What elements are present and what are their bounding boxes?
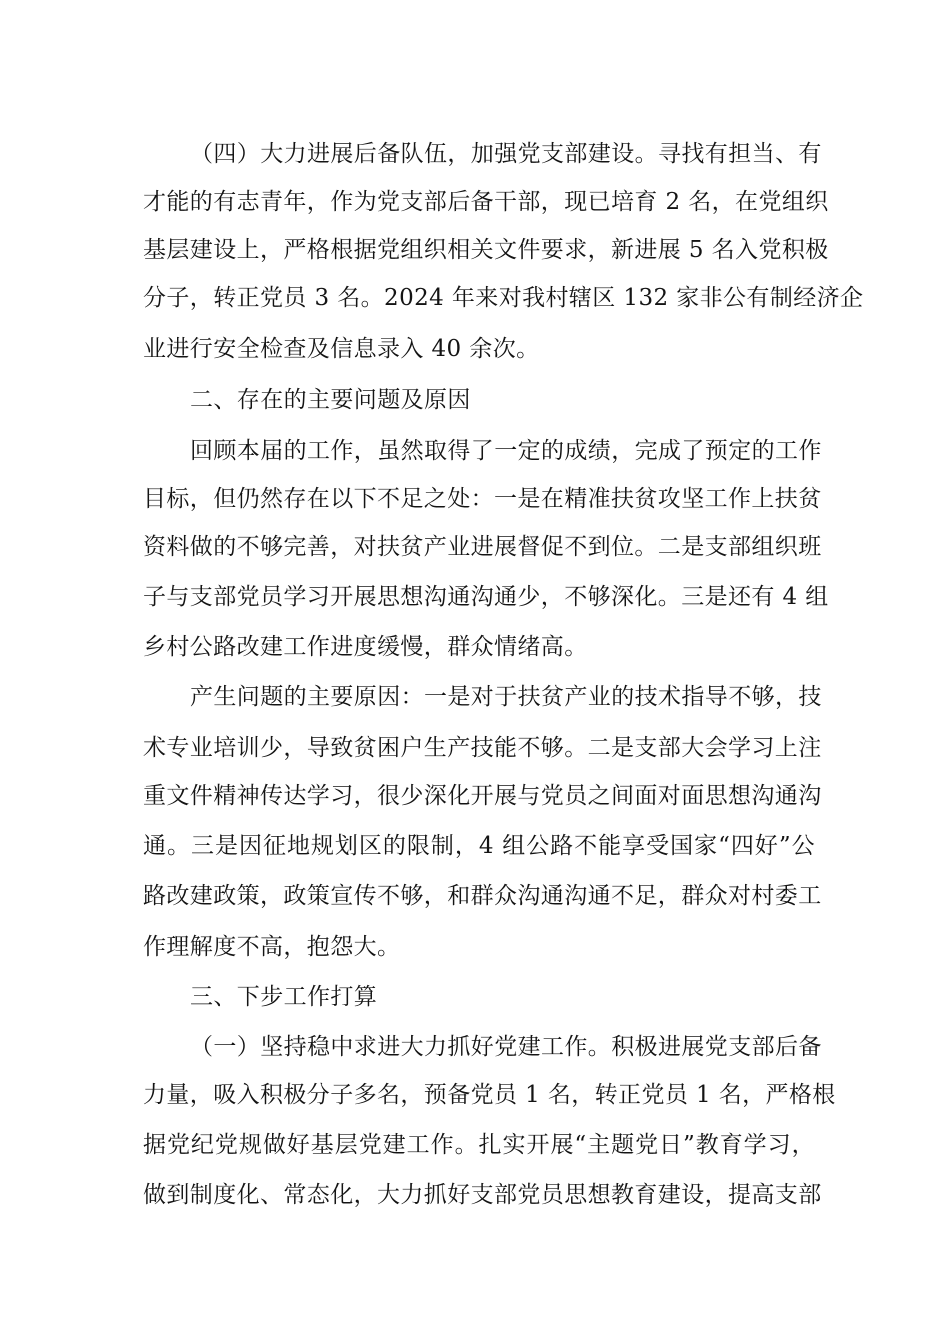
- paragraph-line: 回顾本届的工作，虽然取得了一定的成绩，完成了预定的工作: [190, 438, 822, 464]
- paragraph-line: 才能的有志青年，作为党支部后备干部，现已培育 2 名，在党组织: [143, 189, 829, 215]
- section-heading: 三、下步工作打算: [190, 984, 378, 1010]
- paragraph-line: 据党纪党规做好基层党建工作。扎实开展“主题党日”教育学习，: [143, 1132, 815, 1158]
- paragraph-line: 作理解度不高，抱怨大。: [143, 934, 401, 960]
- paragraph-line: （四）大力进展后备队伍，加强党支部建设。寻找有担当、有: [190, 141, 822, 167]
- paragraph-line: 分子，转正党员 3 名。2024 年来对我村辖区 132 家非公有制经济企: [143, 285, 864, 311]
- paragraph-line: 乡村公路改建工作进度缓慢，群众情绪高。: [143, 634, 588, 660]
- section-heading: 二、存在的主要问题及原因: [190, 387, 471, 413]
- paragraph-line: 目标，但仍然存在以下不足之处：一是在精准扶贫攻坚工作上扶贫: [143, 486, 822, 512]
- paragraph-line: （一）坚持稳中求进大力抓好党建工作。积极进展党支部后备: [190, 1034, 822, 1060]
- paragraph-line: 做到制度化、常态化，大力抓好支部党员思想教育建设，提高支部: [143, 1182, 822, 1208]
- paragraph-line: 重文件精神传达学习，很少深化开展与党员之间面对面思想沟通沟: [143, 783, 822, 809]
- paragraph-line: 通。三是因征地规划区的限制，4 组公路不能享受国家“四好”公: [143, 833, 815, 859]
- paragraph-line: 业进行安全检查及信息录入 40 余次。: [143, 336, 540, 362]
- paragraph-line: 术专业培训少，导致贫困户生产技能不够。二是支部大会学习上注: [143, 735, 822, 761]
- paragraph-line: 路改建政策，政策宣传不够，和群众沟通沟通不足，群众对村委工: [143, 883, 822, 909]
- paragraph-line: 资料做的不够完善，对扶贫产业进展督促不到位。二是支部组织班: [143, 534, 822, 560]
- paragraph-line: 力量，吸入积极分子多名，预备党员 1 名，转正党员 1 名，严格根: [143, 1082, 836, 1108]
- paragraph-line: 子与支部党员学习开展思想沟通沟通少，不够深化。三是还有 4 组: [143, 584, 829, 610]
- paragraph-line: 产生问题的主要原因：一是对于扶贫产业的技术指导不够，技: [190, 684, 822, 710]
- paragraph-line: 基层建设上，严格根据党组织相关文件要求，新进展 5 名入党积极: [143, 237, 829, 263]
